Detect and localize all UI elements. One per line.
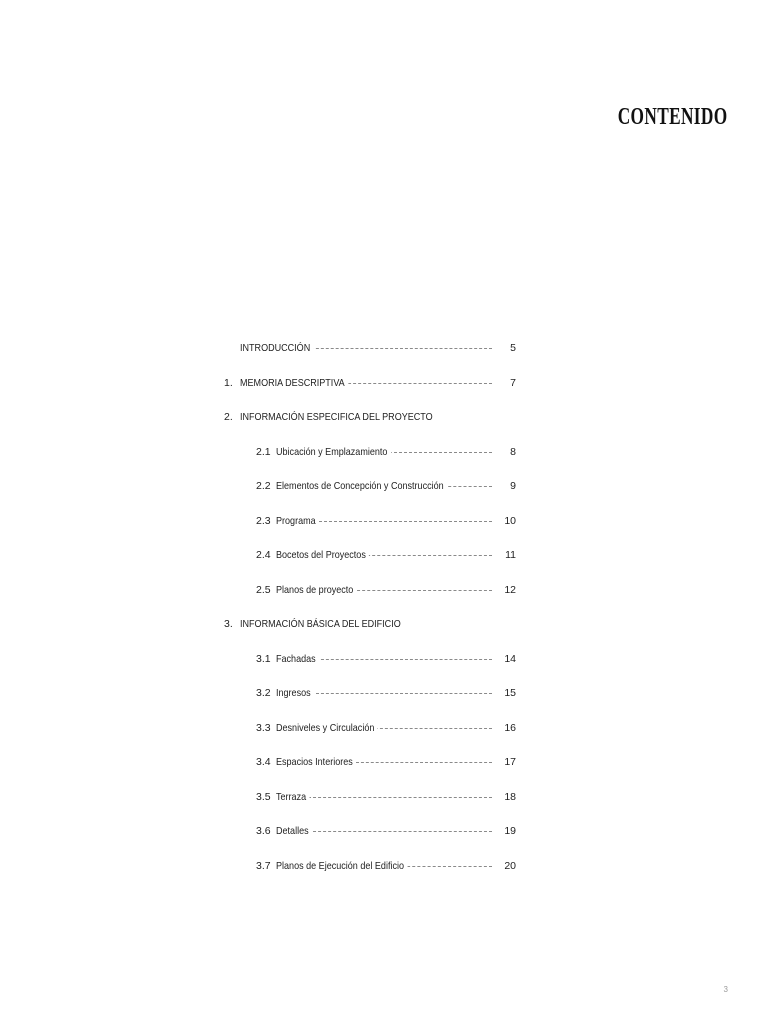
entry-label: Desniveles y Circulación xyxy=(276,719,378,737)
dotted-leader xyxy=(384,452,492,453)
page-title: CONTENIDO xyxy=(618,104,728,130)
entry-label: Espacios Interiores xyxy=(276,753,356,771)
entry-page-number: 20 xyxy=(504,859,516,872)
entry-number: 2.2 xyxy=(256,480,271,492)
entry-page-number: 12 xyxy=(504,583,516,596)
toc-entry-3-4[interactable] xyxy=(0,753,768,771)
entry-number: 1. xyxy=(224,376,233,389)
entry-number: 3.6 xyxy=(256,825,271,837)
entry-number: 3.2 xyxy=(256,687,271,699)
toc-entry-2-5[interactable] xyxy=(0,581,768,599)
dotted-leader xyxy=(306,348,492,349)
entry-page-number: 5 xyxy=(510,342,516,354)
entry-label: Programa xyxy=(276,512,319,530)
entry-label: Planos de Ejecución del Edificio xyxy=(276,857,407,875)
dotted-leader xyxy=(352,590,492,591)
toc-entry-2-2[interactable] xyxy=(0,477,768,495)
dotted-leader xyxy=(308,797,492,798)
entry-number: 2.4 xyxy=(256,549,271,561)
entry-label: Ingresos xyxy=(276,684,314,702)
toc-entry-2-3[interactable] xyxy=(0,512,768,530)
dotted-leader xyxy=(402,866,492,867)
entry-number: 2.1 xyxy=(256,445,271,458)
entry-label: INTRODUCCIÓN xyxy=(240,339,314,357)
entry-label: INFORMACIÓN ESPECIFICA DEL PROYECTO xyxy=(240,408,436,426)
entry-label: Fachadas xyxy=(276,650,319,668)
entry-number: 3.5 xyxy=(256,790,271,803)
entry-label: Ubicación y Emplazamiento xyxy=(276,443,391,461)
toc-entry-3-3[interactable] xyxy=(0,719,768,737)
entry-page-number: 18 xyxy=(504,790,516,803)
entry-label: Bocetos del Proyectos xyxy=(276,546,369,564)
entry-label: INFORMACIÓN BÁSICA DEL EDIFICIO xyxy=(240,615,404,633)
entry-number: 3.1 xyxy=(256,652,271,665)
dotted-leader xyxy=(370,728,492,729)
dotted-leader xyxy=(316,693,492,694)
page-number-footer: 3 xyxy=(723,985,728,994)
entry-label: Terraza xyxy=(276,788,310,806)
toc-section-informacion-especifica[interactable] xyxy=(0,408,768,426)
entry-page-number: 15 xyxy=(504,687,516,699)
toc-entry-memoria-descriptiva[interactable] xyxy=(0,374,768,392)
entry-number: 2. xyxy=(224,411,233,423)
toc-entry-3-5[interactable] xyxy=(0,788,768,806)
entry-page-number: 19 xyxy=(504,825,516,837)
entry-label: Elementos de Concepción y Construcción xyxy=(276,477,447,495)
entry-page-number: 16 xyxy=(504,721,516,734)
dotted-leader xyxy=(356,762,492,763)
toc-entry-3-6[interactable] xyxy=(0,822,768,840)
entry-page-number: 10 xyxy=(504,514,516,527)
toc-entry-3-1[interactable] xyxy=(0,650,768,668)
dotted-leader xyxy=(316,659,492,660)
toc-entry-2-1[interactable] xyxy=(0,443,768,461)
dotted-leader xyxy=(338,383,492,384)
toc-entry-2-4[interactable] xyxy=(0,546,768,564)
entry-label: MEMORIA DESCRIPTIVA xyxy=(240,374,348,392)
toc-entry-3-2[interactable] xyxy=(0,684,768,702)
entry-page-number: 9 xyxy=(510,480,516,492)
entry-number: 3.3 xyxy=(256,721,271,734)
entry-number: 3. xyxy=(224,618,233,630)
toc-entry-3-7[interactable] xyxy=(0,857,768,875)
entry-number: 3.7 xyxy=(256,859,271,872)
entry-label: Planos de proyecto xyxy=(276,581,357,599)
toc-entry-introduccion[interactable] xyxy=(0,339,768,357)
entry-number: 2.3 xyxy=(256,514,271,527)
entry-page-number: 14 xyxy=(504,652,516,665)
dotted-leader xyxy=(362,555,492,556)
toc-section-informacion-basica[interactable] xyxy=(0,615,768,633)
entry-label: Detalles xyxy=(276,822,312,840)
entry-page-number: 11 xyxy=(505,549,516,561)
entry-number: 3.4 xyxy=(256,756,271,768)
entry-page-number: 17 xyxy=(504,756,516,768)
dotted-leader xyxy=(308,831,492,832)
entry-page-number: 8 xyxy=(510,445,516,458)
entry-number: 2.5 xyxy=(256,583,271,596)
dotted-leader xyxy=(314,521,492,522)
entry-page-number: 7 xyxy=(510,376,516,389)
